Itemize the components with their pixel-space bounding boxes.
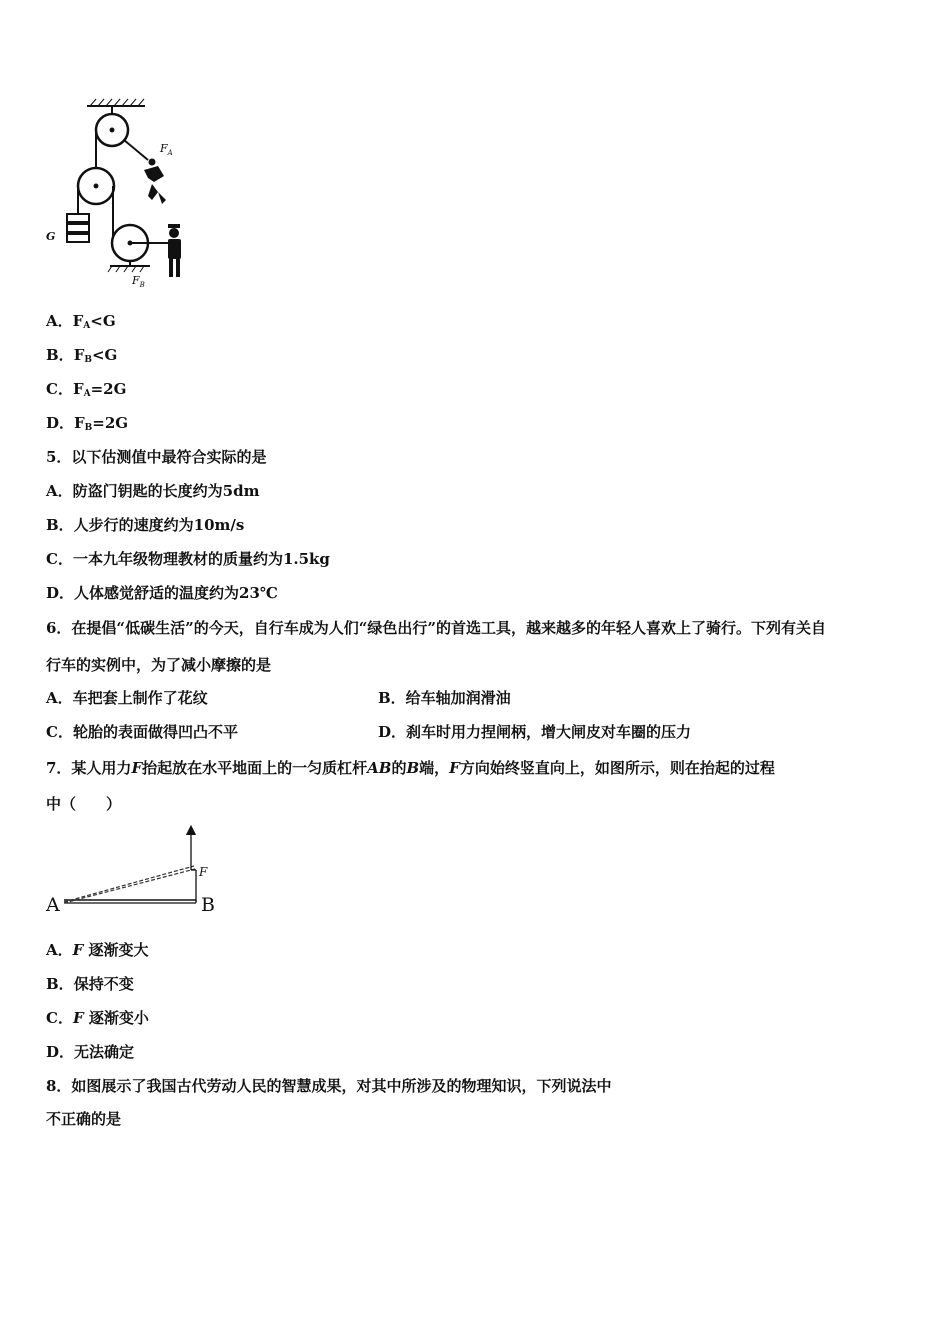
q7-option-a[interactable]: A．F 逐渐变大: [46, 941, 149, 959]
q5-option-c[interactable]: C．一本九年级物理教材的质量约为1.5kg: [46, 550, 330, 568]
lever-label-f: F: [199, 865, 208, 879]
q7-stem-line1: 7．某人用力F抬起放在水平地面上的一匀质杠杆AB的B端，F方向始终竖直向上，如图所示，则在抬起的过程: [46, 759, 775, 777]
q4-option-b[interactable]: B．$F_B<G$: [46, 346, 118, 365]
q5-option-a[interactable]: A．防盗门钥匙的长度约为5dm: [46, 482, 260, 500]
lever-figure: [42, 824, 222, 916]
fa-label: F: [160, 142, 168, 155]
fb-label: F: [132, 274, 140, 287]
svg-text:FB: [131, 274, 145, 289]
q6-option-b[interactable]: B．给车轴加润滑油: [378, 689, 511, 707]
q5-option-d[interactable]: D．人体感觉舒适的温度约为23℃: [46, 584, 278, 602]
svg-text:FA: [159, 142, 173, 157]
fb-label-sub: B: [139, 281, 145, 289]
q6-option-d[interactable]: D．刹车时用力捏闸柄，增大闸皮对车圈的压力: [378, 723, 692, 741]
q4-option-c[interactable]: C．$F_A=2G$: [46, 380, 127, 399]
q7-option-d[interactable]: D．无法确定: [46, 1043, 135, 1061]
q7-option-b[interactable]: B．保持不变: [46, 975, 134, 993]
pulley-figure: [40, 96, 200, 292]
q6-option-c[interactable]: C．轮胎的表面做得凹凸不平: [46, 723, 238, 741]
lever-label-b: B: [201, 894, 215, 916]
q5-option-b[interactable]: B．人步行的速度约为10m/s: [46, 516, 245, 534]
q4-option-a[interactable]: A．$F_A<G$: [46, 312, 116, 331]
q6-option-a[interactable]: A．车把套上制作了花纹: [46, 689, 208, 707]
lever-label-a: A: [46, 894, 60, 916]
q8-stem-line2: 不正确的是: [46, 1110, 122, 1128]
fa-label-sub: A: [167, 149, 173, 157]
q6-stem-line2: 行车的实例中，为了减小摩擦的是: [46, 656, 272, 674]
g-label: G: [46, 230, 56, 243]
q7-stem-line2: 中（ ）: [46, 795, 122, 813]
q8-stem-line1: 8．如图展示了我国古代劳动人民的智慧成果，对其中所涉及的物理知识，下列说法中: [46, 1077, 612, 1095]
q4-option-d[interactable]: D．$F_B=2G$: [46, 414, 129, 433]
q7-option-c[interactable]: C．F 逐渐变小: [46, 1009, 149, 1027]
q6-stem-line1: 6．在提倡“低碳生活”的今天，自行车成为人们“绿色出行”的首选工具，越来越多的年轻人喜欢上了骑行。下列有关自: [46, 619, 826, 637]
q5-stem: 5．以下估测值中最符合实际的是: [46, 448, 267, 466]
